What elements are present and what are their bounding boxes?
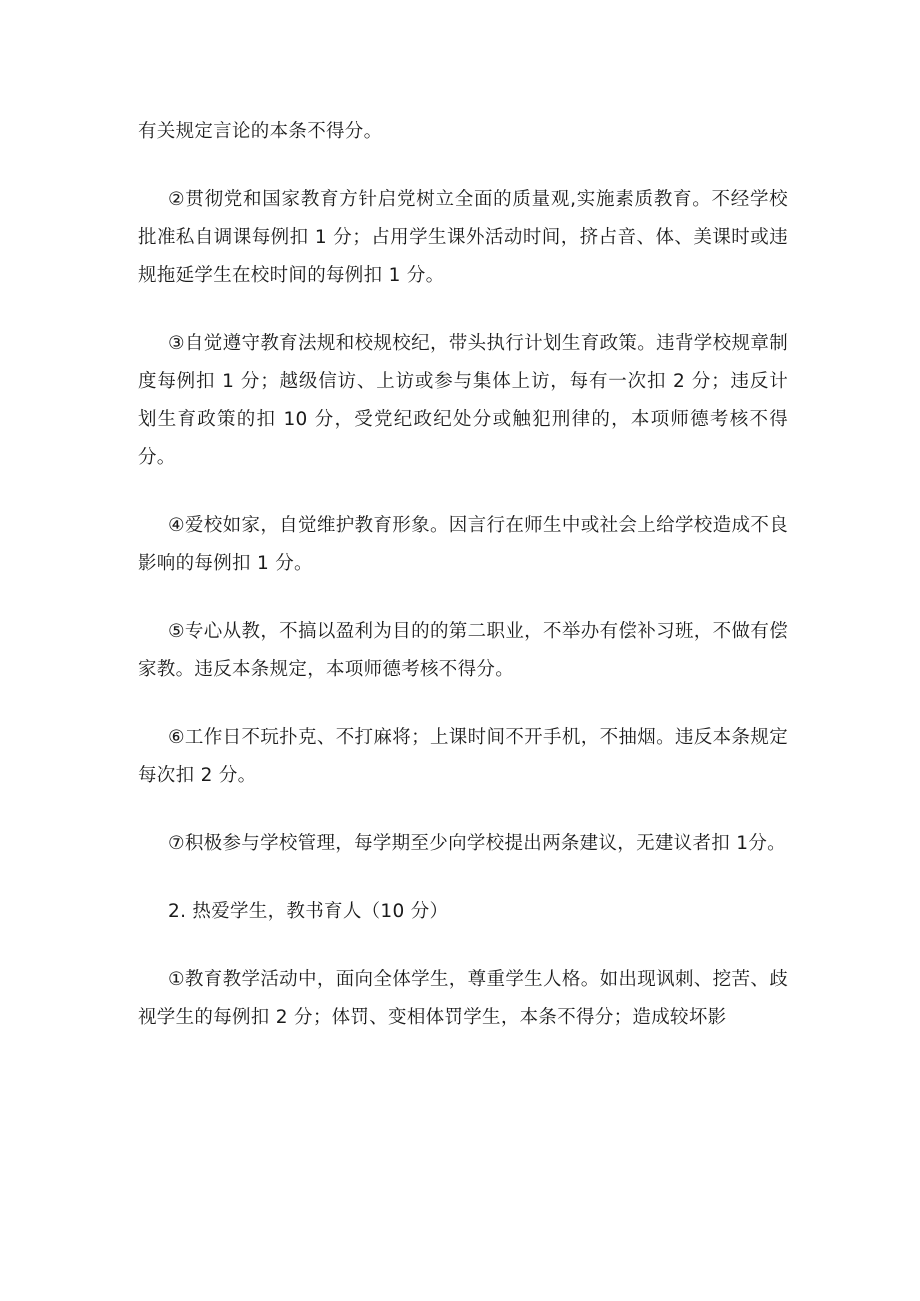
text-line: 课时或违规拖延学生在校时间的每例扣 1 分。 — [138, 227, 788, 286]
paragraph-item-5 — [138, 613, 788, 689]
paragraph-item-4 — [138, 507, 788, 583]
text-line: 2. 热爱学生，教书育人（10 分） — [168, 901, 449, 922]
text-line: ③自觉遵守教育法规和校规校纪，带头执行计划生育政策。违背学校规 — [168, 333, 751, 354]
paragraph-item-7 — [138, 825, 788, 863]
text-line: ⑦积极参与学校管理，每学期至少向学校提出两条建议，无建议者扣 1 — [168, 833, 749, 854]
text-line: ①教育教学活动中，面向全体学生，尊重学生人格。如出现讽刺、挖苦、 — [168, 969, 770, 990]
paragraph-item-1 — [138, 961, 788, 1037]
text-line: ②贯彻党和国家教育方针启党树立全面的质量观,实施素质教育。不经 — [168, 189, 750, 210]
text-line: ⑥工作日不玩扑克、不打麻将；上课时间不开手机，不抽烟。违反本条 — [168, 727, 751, 748]
text-line: 有偿家教。违反本条规定，本项师德考核不得分。 — [138, 621, 788, 680]
text-line: 违反计划生育政策的扣 10 分，受党纪政纪处分或触犯刑律的，本项师德考 — [138, 371, 789, 430]
text-line: 歧视学生的每例扣 2 分；体罚、变相体罚学生，本条不得分；造成较坏影 — [138, 969, 788, 1028]
paragraph-continuation — [138, 113, 788, 151]
text-line: 分。 — [748, 833, 786, 854]
text-line: 规定每次扣 2 分。 — [138, 727, 788, 786]
text-line: 章制度每例扣 1 分；越级信访、上访或参与集体上访，每有一次扣 2 分； — [138, 333, 788, 392]
paragraph-item-6 — [138, 719, 788, 795]
text-line: 学校批准私自调课每例扣 1 分；占用学生课外活动时间，挤占音、体、美 — [138, 189, 788, 248]
document-body — [138, 113, 788, 1037]
text-line: 有关规定言论的本条不得分。 — [138, 121, 383, 142]
section-heading — [138, 893, 788, 931]
text-line: 核不得分。 — [138, 409, 789, 468]
paragraph-item-2 — [138, 181, 788, 295]
text-line: 不良影响的每例扣 1 分。 — [138, 515, 788, 574]
text-line: ⑤专心从教，不搞以盈利为目的的第二职业，不举办有偿补习班，不做 — [168, 621, 751, 642]
paragraph-item-3 — [138, 325, 788, 477]
text-line: ④爱校如家，自觉维护教育形象。因言行在师生中或社会上给学校造成 — [168, 515, 751, 536]
